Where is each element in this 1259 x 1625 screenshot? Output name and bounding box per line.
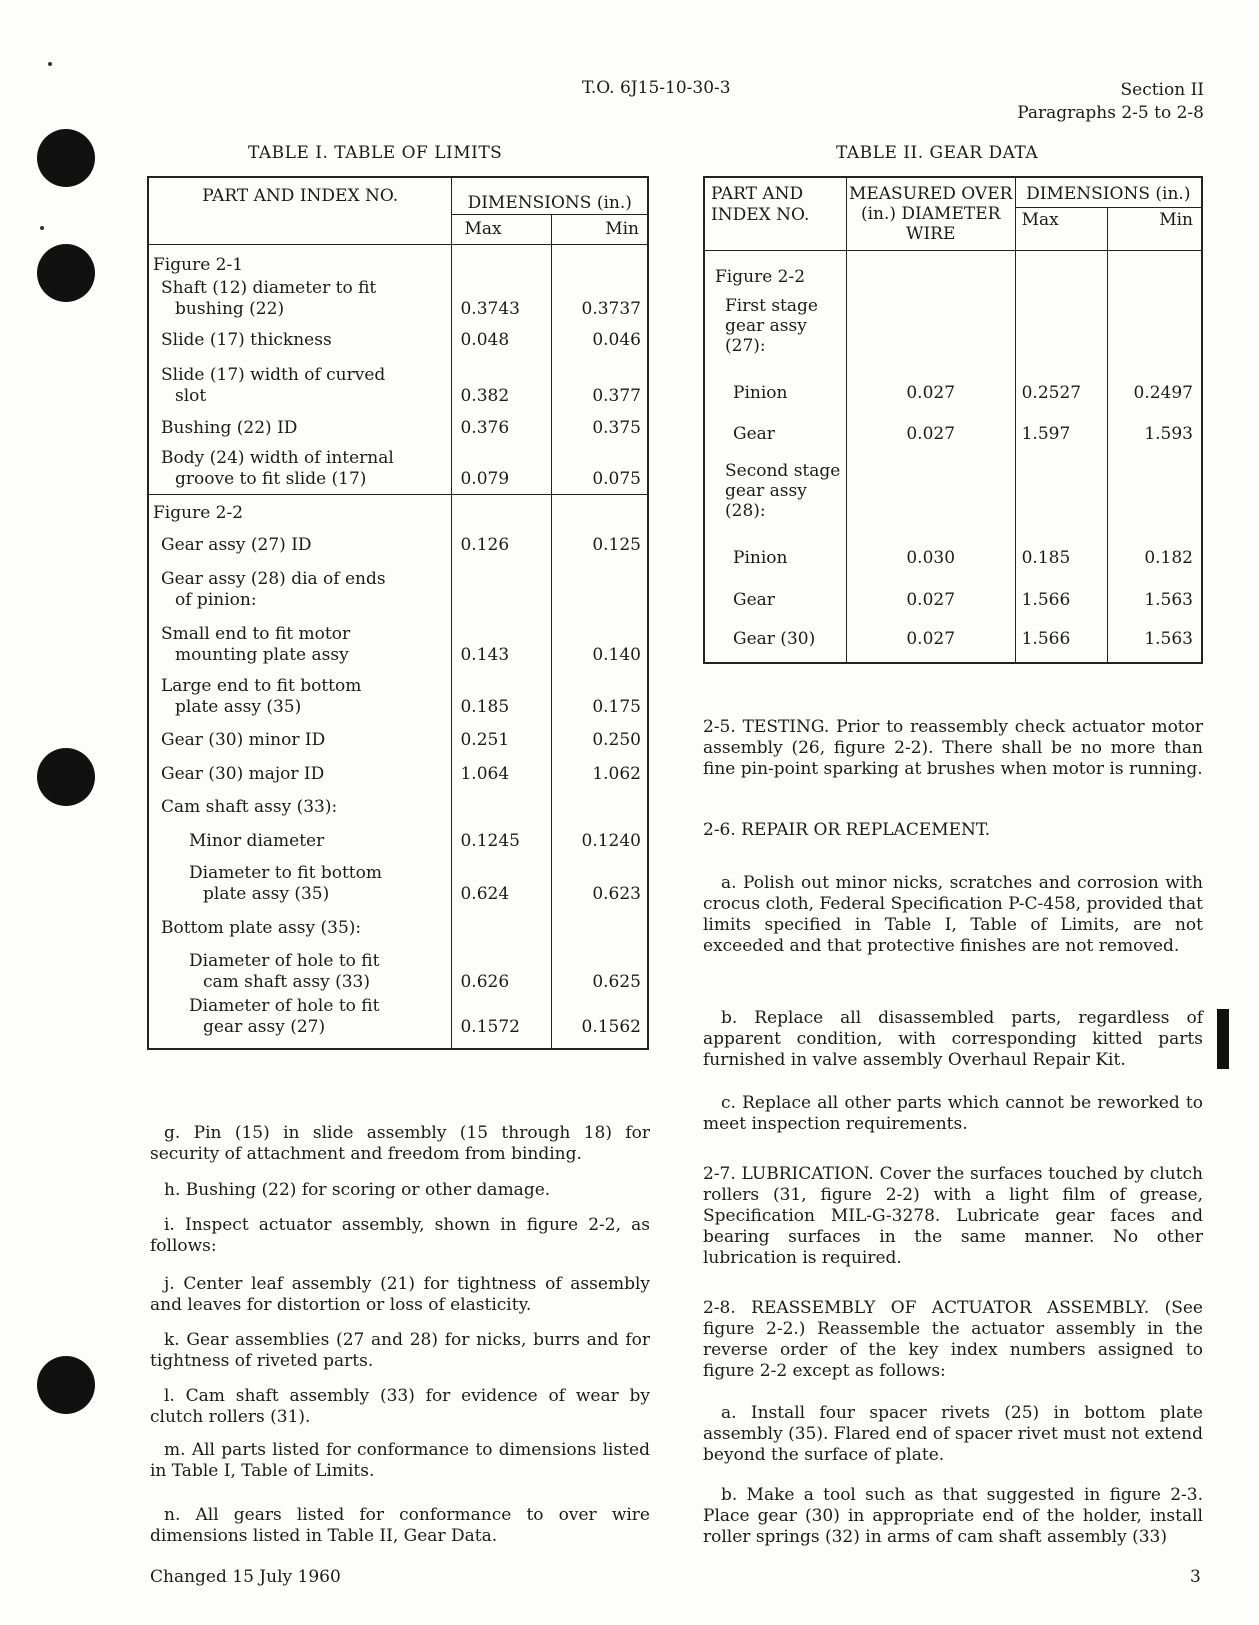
paragraph-m: m. All parts listed for conformance to dimensions listed in Table I, Table of Limits.	[150, 1440, 650, 1481]
paragraph-j: j. Center leaf assembly (21) for tightness of assembly and leaves for distortion or loss of elasticity.	[150, 1274, 650, 1315]
col-part-header: PART AND	[711, 184, 804, 204]
table-row: Slide (17) thickness 0.048 0.046	[148, 320, 648, 351]
binder-hole	[37, 748, 95, 806]
table-row: Diameter of hole to fit cam shaft assy (33) 0.626 0.625	[148, 939, 648, 993]
table1-caption: TABLE I. TABLE OF LIMITS	[248, 143, 503, 163]
paragraph-i: i. Inspect actuator assembly, shown in figure 2-2, as follows:	[150, 1215, 650, 1256]
table-row: Gear 0.027 1.597 1.593	[704, 404, 1202, 445]
paragraph-2-6c: c. Replace all other parts which cannot be reworked to meet inspection requirements.	[703, 1093, 1203, 1134]
speck	[40, 226, 44, 230]
table-row: Body (24) width of internal groove to fit slide (17) 0.079 0.075	[148, 439, 648, 494]
to-number: T.O. 6J15-10-30-3	[582, 78, 731, 98]
section-label: Section II	[1120, 80, 1204, 100]
paragraph-2-8b: b. Make a tool such as that suggested in figure 2-3. Place gear (30) in appropriate end of the holder, install roller springs (32) in arms of cam shaft assembly (33)	[703, 1485, 1203, 1547]
heading-2-6: 2-6. REPAIR OR REPLACEMENT.	[703, 820, 991, 840]
col-dims-header: DIMENSIONS (in.)	[452, 177, 648, 214]
table-row: Pinion 0.027 0.2527 0.2497	[704, 360, 1202, 404]
table-row: Diameter to fit bottom plate assy (35) 0.624 0.623	[148, 852, 648, 905]
col-measured-header: MEASURED OVER	[848, 184, 1013, 204]
table-row: Bushing (22) ID 0.376 0.375	[148, 407, 648, 439]
changed-date: Changed 15 July 1960	[150, 1567, 341, 1587]
table-row: Minor diameter 0.1245 0.1240	[148, 818, 648, 852]
col-dims-header: DIMENSIONS (in.)	[1015, 177, 1202, 207]
table2-caption: TABLE II. GEAR DATA	[836, 143, 1039, 163]
table-row: Diameter of hole to fit gear assy (27) 0.1572 0.1562	[148, 993, 648, 1049]
col-max-header: Max	[1015, 207, 1107, 250]
table-row: Gear (30) major ID 1.064 1.062	[148, 751, 648, 785]
col-min-header: Min	[552, 214, 648, 244]
table-row: Shaft (12) diameter to fit bushing (22) 0.3743 0.3737	[148, 276, 648, 320]
table-row: Gear (30) minor ID 0.251 0.250	[148, 718, 648, 751]
gear-data-table: PART AND INDEX NO. MEASURED OVER (in.) DIAMETER WIRE DIMENSIONS (in.) Max Min Figure 2-2 First stage gear assy (27): Pinion 0.027 0.2527 0.2497 Gear 0.027 1.597 1.593 Second stage gear assy (28): Pinion 0.030 0.185 0.182 Gear 0.027 1.566 1.563 Gear (30) 0.027 1.566 1.563	[703, 176, 1203, 664]
paragraphs-label: Paragraphs 2-5 to 2-8	[1017, 103, 1204, 123]
table-row: Pinion 0.030 0.185 0.182	[704, 525, 1202, 569]
paragraph-2-8: 2-8. REASSEMBLY OF ACTUATOR ASSEMBLY. (See figure 2-2.) Reassemble the actuator assembly in the reverse order of the key index numbers assigned to figure 2-2 except as follows:	[703, 1298, 1203, 1381]
speck	[48, 62, 52, 66]
figure-label: Figure 2-2	[148, 494, 452, 524]
col-part-header: PART AND INDEX NO.	[148, 177, 452, 244]
table-row: Slide (17) width of curved slot 0.382 0.377	[148, 351, 648, 407]
table-row: Gear (30) 0.027 1.566 1.563	[704, 611, 1202, 663]
binder-hole	[37, 129, 95, 187]
paragraph-2-6b: b. Replace all disassembled parts, regardless of apparent condition, with corresponding kitted parts furnished in valve assembly Overhaul Repair Kit.	[703, 1008, 1203, 1070]
figure-label: Figure 2-2	[715, 267, 806, 287]
paragraph-2-8a: a. Install four spacer rivets (25) in bottom plate assembly (35). Flared end of spacer rivet must not extend beyond the surface of plate.	[703, 1403, 1203, 1465]
table-row: Bottom plate assy (35):	[148, 905, 648, 939]
binder-hole	[37, 244, 95, 302]
paragraph-2-5: 2-5. TESTING. Prior to reassembly check actuator motor assembly (26, figure 2-2). There shall be no more than fine pin-point sparking at brushes when motor is running.	[703, 717, 1203, 779]
paragraph-h: h. Bushing (22) for scoring or other damage.	[164, 1180, 551, 1200]
col-max-header: Max	[452, 214, 552, 244]
table-row: Gear assy (27) ID 0.126 0.125	[148, 524, 648, 556]
table-row: Cam shaft assy (33):	[148, 785, 648, 818]
col-min-header: Min	[1107, 207, 1202, 250]
table-row: Small end to fit motor mounting plate assy 0.143 0.140	[148, 611, 648, 666]
paragraph-g: g. Pin (15) in slide assembly (15 through 18) for security of attachment and freedom from binding.	[150, 1123, 650, 1164]
paragraph-2-7: 2-7. LUBRICATION. Cover the surfaces touched by clutch rollers (31, figure 2-2) with a light film of grease, Specification MIL-G-3278. Lubricate gear faces and bearing surfaces in the same manner. No other lubrication is required.	[703, 1164, 1203, 1268]
table-row: Second stage gear assy (28):	[704, 445, 1202, 525]
paragraph-k: k. Gear assemblies (27 and 28) for nicks, burrs and for tightness of riveted parts.	[150, 1330, 650, 1371]
table-row: First stage gear assy (27):	[704, 288, 1202, 360]
paragraph-l: l. Cam shaft assembly (33) for evidence of wear by clutch rollers (31).	[150, 1386, 650, 1427]
page-number: 3	[1190, 1567, 1201, 1587]
paragraph-n: n. All gears listed for conformance to over wire dimensions listed in Table II, Gear Data.	[150, 1505, 650, 1546]
change-bar	[1217, 1009, 1229, 1069]
table-of-limits	[147, 176, 649, 1050]
table-row: Large end to fit bottom plate assy (35) 0.185 0.175	[148, 666, 648, 718]
table-row: Gear 0.027 1.566 1.563	[704, 569, 1202, 611]
binder-hole	[37, 1356, 95, 1414]
paragraph-2-6a: a. Polish out minor nicks, scratches and corrosion with crocus cloth, Federal Specification P-C-458, provided that limits specified in Table I, Table of Limits, are not exceeded and that protective finishes are not removed.	[703, 873, 1203, 956]
figure-label: Figure 2-1	[153, 255, 244, 275]
table-row: Gear assy (28) dia of ends of pinion:	[148, 556, 648, 611]
